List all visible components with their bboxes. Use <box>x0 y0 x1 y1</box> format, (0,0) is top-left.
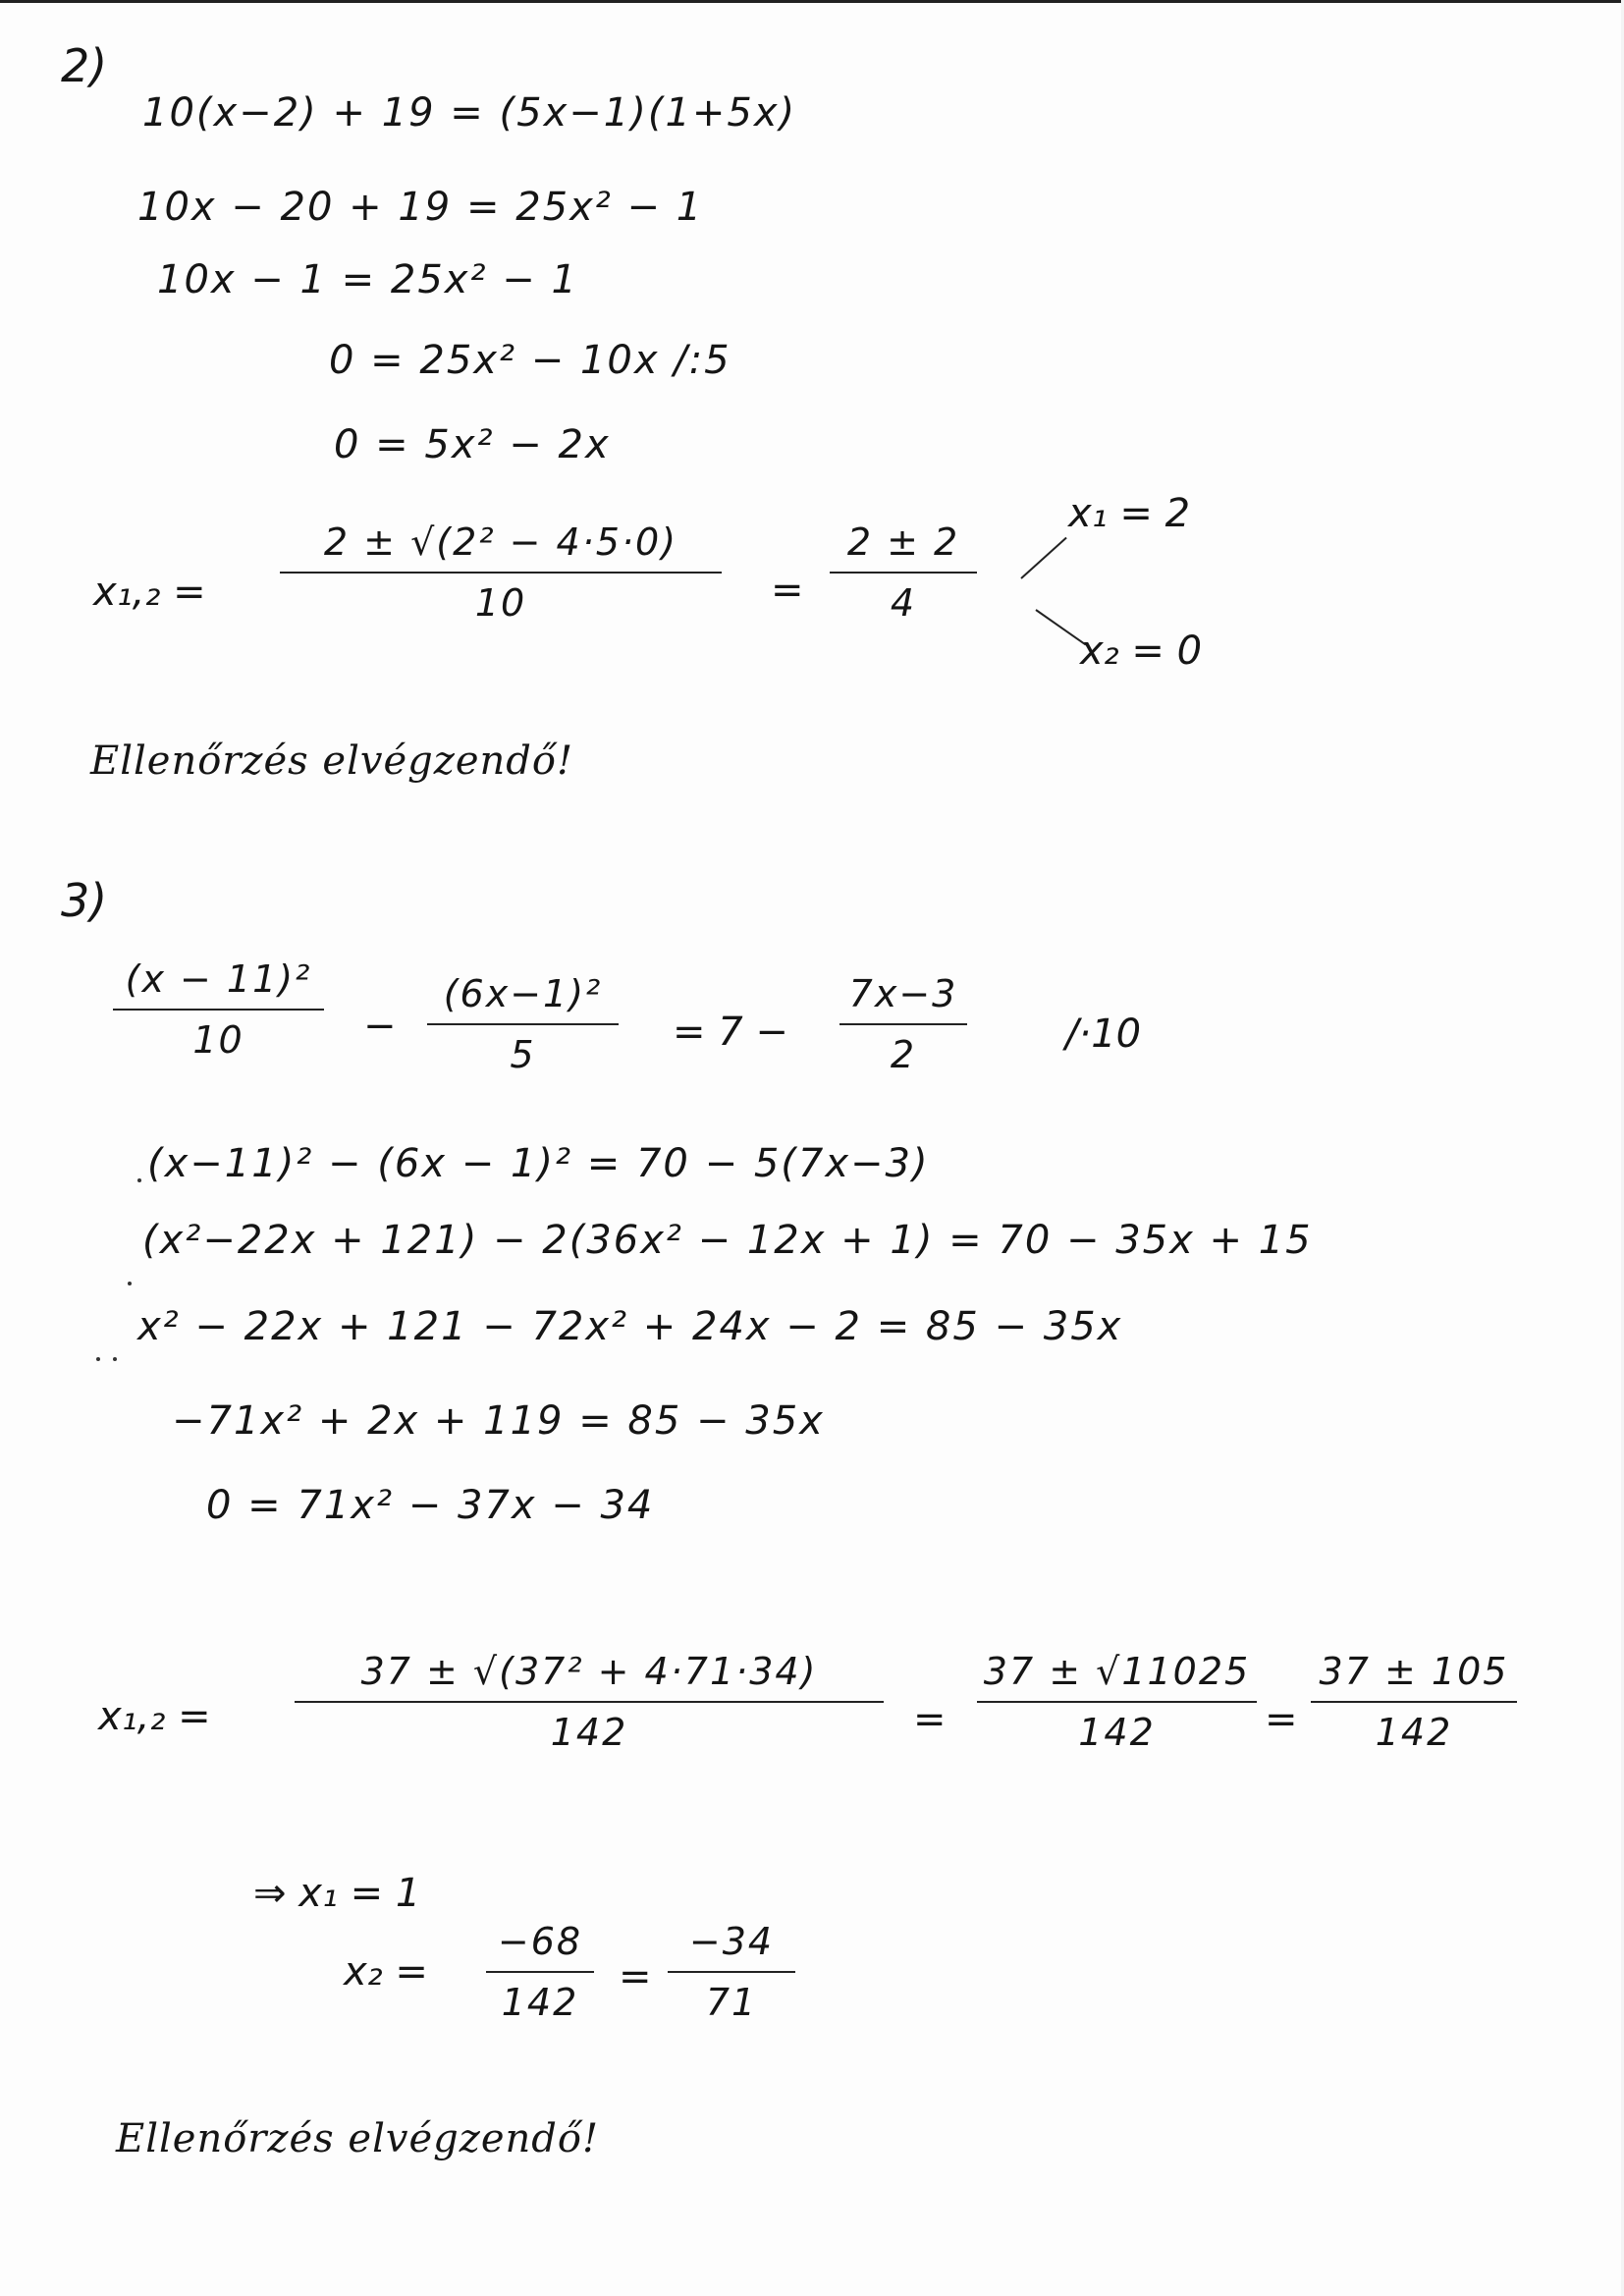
p3-line-4: −71x² + 2x + 119 = 85 − 35x <box>172 1398 825 1444</box>
p3-minus: − <box>363 1004 397 1049</box>
p3-quadratic-fraction <box>295 1650 884 1754</box>
p3-term-1-numerator: (x − 11)² <box>125 957 312 1001</box>
problem-3-label: 3) <box>61 874 108 927</box>
p3-term-2-numerator: (6x−1)² <box>443 972 603 1015</box>
p2-root-2: x₂ = 0 <box>1080 629 1203 674</box>
p3-line-5: 0 = 71x² − 37x − 34 <box>206 1483 655 1528</box>
p3-root-2a-denominator: 142 <box>501 1981 579 2024</box>
p2-branch-up <box>1020 537 1066 579</box>
p3-root-1: ⇒ x₁ = 1 <box>253 1871 421 1916</box>
p3-step-2-denominator: 142 <box>1078 1711 1156 1754</box>
problem-2-label: 2) <box>61 39 108 92</box>
p2-line-1: 10(x−2) + 19 = (5x−1)(1+5x) <box>142 90 797 136</box>
p2-quadratic-fraction <box>280 520 722 625</box>
p3-equals-2: = <box>1265 1697 1298 1742</box>
p3-step-3-denominator: 142 <box>1375 1711 1453 1754</box>
p3-step-2-numerator: 37 ± √11025 <box>983 1650 1251 1693</box>
p3-quadratic-denominator: 142 <box>550 1711 628 1754</box>
p3-term-1 <box>113 957 324 1062</box>
p2-simplified-numerator: 2 ± 2 <box>846 520 960 564</box>
p2-equals: = <box>771 568 804 613</box>
p3-margin-dot <box>96 1357 100 1361</box>
p3-quadratic-bar <box>295 1701 884 1703</box>
p2-line-2: 10x − 20 + 19 = 25x² − 1 <box>137 185 704 230</box>
p3-line-3: x² − 22x + 121 − 72x² + 24x − 2 = 85 − 35x <box>137 1304 1123 1349</box>
p3-margin-dot <box>128 1282 132 1285</box>
p3-term-3-bar <box>839 1023 967 1025</box>
p2-fraction-bar <box>280 572 722 574</box>
p3-term-3-denominator: 2 <box>890 1033 917 1076</box>
p3-root-2b-numerator: −34 <box>688 1920 775 1963</box>
page-top-edge <box>0 0 1624 3</box>
p3-term-1-bar <box>113 1009 324 1011</box>
p2-quadratic-numerator: 2 ± √(2² − 4·5·0) <box>323 520 678 564</box>
p2-simplified-denominator: 4 <box>890 581 917 625</box>
p3-margin-dot <box>137 1178 141 1182</box>
p3-check-note: Ellenőrzés elvégzendő! <box>116 2116 600 2161</box>
p2-check-note: Ellenőrzés elvégzendő! <box>90 738 574 784</box>
p3-term-2 <box>427 972 619 1076</box>
p3-term-2-denominator: 5 <box>510 1033 536 1076</box>
p2-line-3: 10x − 1 = 25x² − 1 <box>157 257 578 302</box>
p3-term-3 <box>839 972 967 1076</box>
p3-step-2-fraction <box>977 1650 1257 1754</box>
p2-quadratic-denominator: 10 <box>474 581 527 625</box>
p3-quadratic-numerator: 37 ± √(37² + 4·71·34) <box>360 1650 818 1693</box>
p3-step-3-bar <box>1311 1701 1517 1703</box>
p2-branch-down <box>1035 609 1086 645</box>
p3-line-2: (x²−22x + 121) − 2(36x² − 12x + 1) = 70 − 35x + 15 <box>142 1218 1313 1263</box>
p3-margin-dot <box>113 1357 117 1361</box>
p3-root-2a-numerator: −68 <box>497 1920 583 1963</box>
p3-root-2-equals: = <box>619 1954 652 1999</box>
p3-equals-1: = <box>913 1697 947 1742</box>
p3-multiply-note: /·10 <box>1065 1011 1142 1057</box>
p2-quadratic-lhs: x₁,₂ = <box>93 570 206 615</box>
p2-simplified-fraction <box>830 520 977 625</box>
p3-root-2-fraction-a <box>486 1920 594 2024</box>
p2-line-4: 0 = 25x² − 10x /:5 <box>329 338 731 383</box>
p3-equals-seven-minus: = 7 − <box>673 1010 788 1055</box>
p3-root-2b-denominator: 71 <box>705 1981 758 2024</box>
p3-step-2-bar <box>977 1701 1257 1703</box>
p3-term-2-bar <box>427 1023 619 1025</box>
p2-simplified-bar <box>830 572 977 574</box>
p3-root-2b-bar <box>668 1971 795 1973</box>
p3-step-3-fraction <box>1311 1650 1517 1754</box>
p3-root-2-lhs: x₂ = <box>344 1949 428 1995</box>
p2-line-5: 0 = 5x² − 2x <box>334 422 611 467</box>
p2-root-1: x₁ = 2 <box>1068 491 1191 536</box>
p3-term-1-denominator: 10 <box>192 1018 244 1062</box>
p3-quadratic-lhs: x₁,₂ = <box>98 1694 211 1739</box>
p3-line-1: (x−11)² − (6x − 1)² = 70 − 5(7x−3) <box>147 1141 930 1186</box>
p3-step-3-numerator: 37 ± 105 <box>1319 1650 1509 1693</box>
p3-root-2a-bar <box>486 1971 594 1973</box>
p3-root-2-fraction-b <box>668 1920 795 2024</box>
p3-term-3-numerator: 7x−3 <box>848 972 958 1015</box>
